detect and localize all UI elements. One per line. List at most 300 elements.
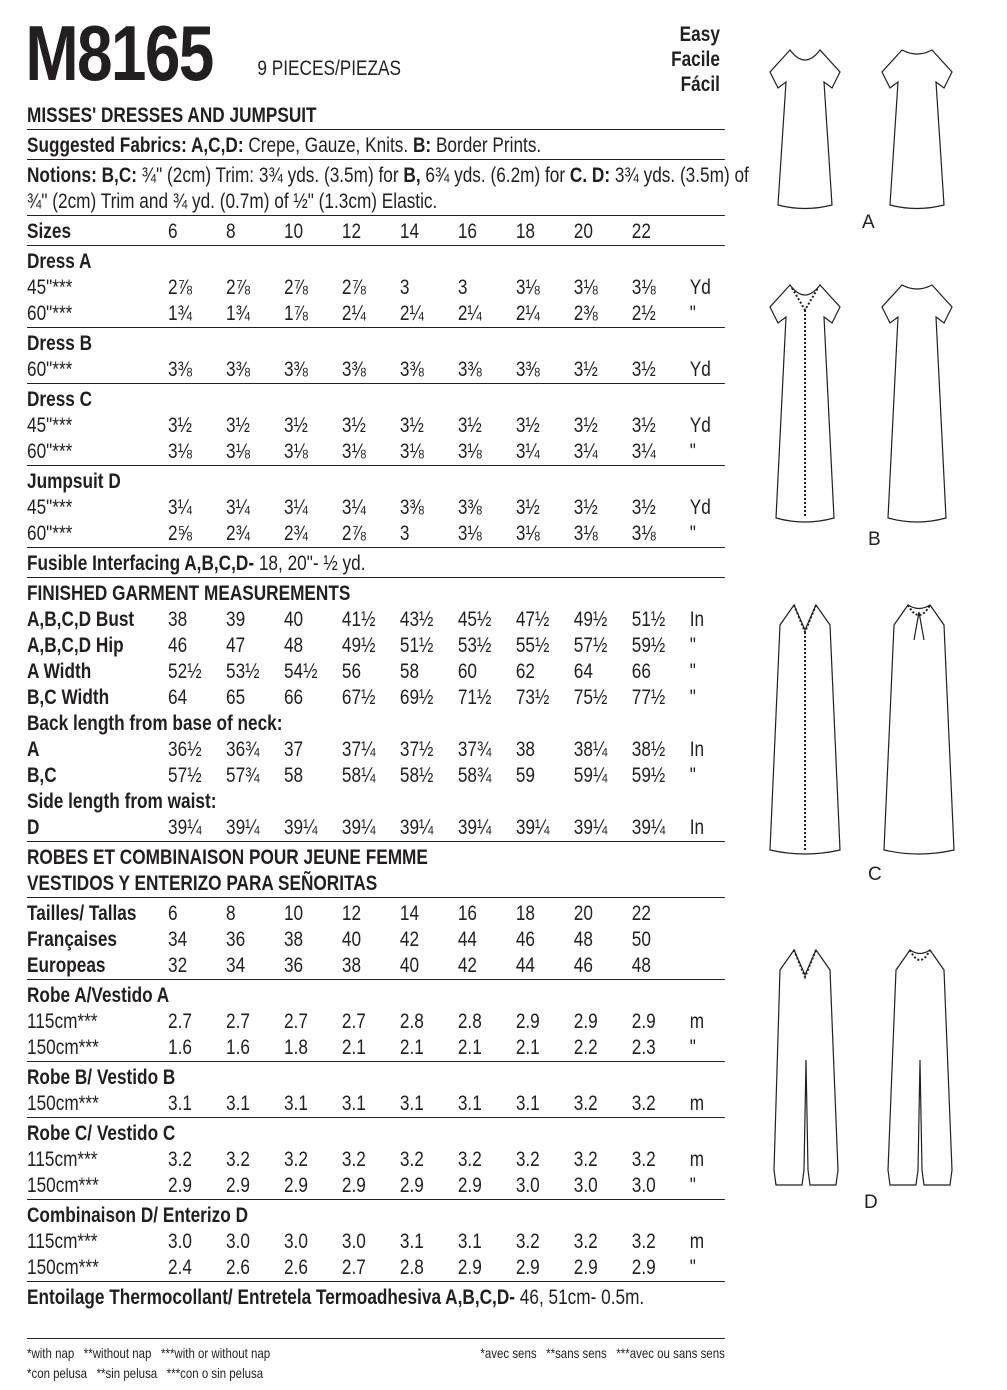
size-value: 51½	[631, 608, 666, 631]
size-value: 3.2	[573, 1230, 598, 1253]
size-value: 39¼	[573, 816, 608, 839]
row-label: 150cm***	[27, 1036, 99, 1059]
chart-section	[27, 1200, 725, 1282]
size-value: 39¼	[283, 816, 318, 839]
size-value: 2.4	[168, 1256, 192, 1279]
size-value: 3⅜	[283, 358, 308, 381]
size-value: 3½	[573, 358, 598, 381]
size-value: 16	[457, 220, 478, 243]
size-value: 38¼	[573, 738, 608, 761]
size-value: 3½	[399, 414, 424, 437]
size-value: 3.2	[573, 1092, 598, 1115]
size-value: 54½	[283, 660, 318, 683]
size-value: 36	[226, 928, 246, 951]
size-value: 3.2	[631, 1092, 656, 1115]
unit: "	[689, 522, 696, 545]
row-label: 45"***	[27, 496, 73, 519]
chart-row	[27, 1173, 725, 1199]
chart-section	[27, 980, 725, 1062]
size-value: 20	[573, 220, 593, 243]
size-value: 58½	[399, 764, 434, 787]
size-value: 2.9	[515, 1256, 540, 1279]
size-value: 64	[168, 686, 188, 709]
size-value: 2.7	[283, 1010, 308, 1033]
size-value: 67½	[341, 686, 376, 709]
size-value: 69½	[399, 686, 434, 709]
size-value: 75½	[573, 686, 608, 709]
chart-row	[27, 633, 725, 659]
size-value: 2.8	[457, 1010, 482, 1033]
size-value: 2⅞	[283, 276, 308, 299]
size-value: 2.1	[341, 1036, 366, 1059]
size-value: 50	[631, 928, 651, 951]
size-value: 3⅜	[399, 496, 424, 519]
chart-section	[27, 246, 725, 328]
size-value: 6	[168, 902, 178, 925]
size-value: 2.9	[515, 1010, 540, 1033]
section-heading	[27, 711, 725, 737]
size-value: 3.1	[168, 1092, 192, 1115]
size-value: 2.9	[631, 1010, 656, 1033]
chart-section	[27, 216, 725, 246]
size-value: 1¾	[168, 302, 192, 325]
size-value: 1¾	[226, 302, 250, 325]
heading-text: FINISHED GARMENT MEASUREMENTS	[27, 582, 351, 605]
chart-section	[27, 1062, 725, 1118]
size-value: 48	[573, 928, 593, 951]
unit: "	[689, 660, 696, 683]
size-value: 38	[168, 608, 188, 631]
size-value: 3¼	[168, 496, 192, 519]
section-heading	[27, 249, 725, 275]
chart-row	[27, 607, 725, 633]
unit: In	[689, 608, 705, 631]
size-value: 3.1	[399, 1092, 424, 1115]
text-segment: Crepe, Gauze, Knits.	[243, 134, 413, 157]
size-value: 3.0	[168, 1230, 192, 1253]
size-value: 3¼	[226, 496, 250, 519]
size-value: 46	[573, 954, 593, 977]
size-value: 58	[399, 660, 420, 683]
size-value: 2.9	[457, 1256, 482, 1279]
chart-section	[27, 548, 725, 578]
chart-row	[27, 413, 725, 439]
size-value: 3⅜	[515, 358, 540, 381]
size-value: 3½	[631, 358, 656, 381]
size-value: 2.6	[226, 1256, 250, 1279]
size-value: 14	[399, 902, 420, 925]
unit: "	[689, 1174, 696, 1197]
unit: m	[689, 1148, 705, 1171]
size-value: 3⅛	[457, 440, 482, 463]
chart-row	[27, 1147, 725, 1173]
heading-text: Back length from base of neck:	[27, 712, 283, 735]
size-value: 3⅛	[573, 276, 598, 299]
footnote-spanish: *con pelusa **sin pelusa ***con o sin pelusa	[27, 1365, 264, 1381]
unit: m	[689, 1010, 705, 1033]
size-value: 3¼	[341, 496, 366, 519]
size-value: 3.1	[457, 1092, 482, 1115]
view-label-c: C	[868, 864, 882, 885]
size-value: 2.9	[226, 1174, 250, 1197]
text-segment: ¾" (2cm) Trim and ¾ yd. (0.7m) of ½" (1.3cm) Elastic.	[27, 190, 438, 213]
size-value: 20	[573, 902, 593, 925]
heading-text: Robe C/ Vestido C	[27, 1122, 176, 1145]
size-value: 3.2	[573, 1148, 598, 1171]
size-value: 3.2	[515, 1148, 540, 1171]
chart-row	[27, 1009, 725, 1035]
chart-row	[27, 1091, 725, 1117]
size-value: 3	[457, 276, 468, 299]
size-value: 37¼	[341, 738, 376, 761]
text-segment: Suggested Fabrics: A,C,D:	[27, 134, 244, 157]
text-segment: Entoilage Thermocollant/ Entretela Termoadhesiva A,B,C,D-	[27, 1286, 516, 1309]
section-heading	[27, 387, 725, 413]
size-value: 18	[515, 902, 535, 925]
row-label: A Width	[27, 660, 92, 683]
row-label: A	[27, 738, 40, 761]
difficulty-fr: Facile	[671, 48, 720, 71]
size-value: 3.1	[283, 1092, 308, 1115]
size-value: 51½	[399, 634, 434, 657]
size-value: 3¼	[573, 440, 598, 463]
size-value: 64	[573, 660, 593, 683]
heading-text: Dress B	[27, 332, 93, 355]
section-heading	[27, 581, 725, 607]
size-value: 39¼	[399, 816, 434, 839]
size-value: 39	[226, 608, 246, 631]
size-value: 3½	[515, 496, 540, 519]
pattern-info-column	[25, 0, 749, 1383]
text-segment: 18, 20"- ½ yd.	[254, 552, 366, 575]
row-label: 150cm***	[27, 1256, 99, 1279]
size-value: 3½	[168, 414, 192, 437]
text-segment: ¾" (2cm) Trim: 3¾ yds. (3.5m) for	[137, 164, 404, 187]
size-value: 2.7	[341, 1010, 366, 1033]
heading-text: Side length from waist:	[27, 790, 217, 813]
size-value: 53½	[457, 634, 492, 657]
size-value: 40	[399, 954, 420, 977]
size-value: 2.8	[399, 1256, 424, 1279]
size-value: 2.6	[283, 1256, 308, 1279]
section-heading	[27, 983, 725, 1009]
size-value: 1.8	[283, 1036, 308, 1059]
size-value: 3.1	[226, 1092, 250, 1115]
section-heading	[27, 871, 725, 897]
size-value: 2.7	[341, 1256, 366, 1279]
size-value: 2⅜	[573, 302, 598, 325]
size-value: 3½	[226, 414, 250, 437]
size-value: 3.1	[457, 1230, 482, 1253]
size-value: 3⅛	[341, 440, 366, 463]
size-value: 2.9	[631, 1256, 656, 1279]
size-value: 1⅞	[283, 302, 308, 325]
size-value: 48	[631, 954, 651, 977]
size-value: 6	[168, 220, 178, 243]
chart-row	[27, 521, 725, 547]
size-value: 39¼	[631, 816, 666, 839]
size-value: 3.0	[341, 1230, 366, 1253]
size-value: 3.2	[515, 1230, 540, 1253]
row-label: Françaises	[27, 928, 117, 951]
chart-section	[27, 328, 725, 384]
row-label: D	[27, 816, 40, 839]
size-value: 2.1	[399, 1036, 424, 1059]
size-value: 2.9	[168, 1174, 192, 1197]
section-heading	[27, 103, 725, 129]
size-value: 2.9	[341, 1174, 366, 1197]
size-value: 3.2	[283, 1148, 308, 1171]
size-value: 3½	[631, 414, 656, 437]
size-value: 3⅛	[168, 440, 192, 463]
size-value: 3⅜	[457, 358, 482, 381]
size-value: 39¼	[515, 816, 550, 839]
size-value: 10	[283, 902, 304, 925]
unit: "	[689, 1036, 696, 1059]
chart-row	[27, 133, 725, 159]
chart-row	[27, 1285, 725, 1311]
chart-section	[27, 466, 725, 548]
size-value: 60	[457, 660, 478, 683]
size-value: 2.9	[573, 1256, 598, 1279]
view-label-b: B	[868, 529, 881, 550]
row-label: 150cm***	[27, 1092, 99, 1115]
row-label: 115cm***	[27, 1230, 98, 1253]
row-label: 60"***	[27, 358, 73, 381]
size-value: 3½	[631, 496, 656, 519]
chart-section	[27, 1118, 725, 1200]
unit: In	[689, 816, 705, 839]
size-value: 2¾	[283, 522, 308, 545]
unit: "	[689, 764, 696, 787]
size-value: 58¼	[341, 764, 376, 787]
size-value: 2¼	[515, 302, 540, 325]
size-value: 22	[631, 902, 651, 925]
size-value: 3¼	[283, 496, 308, 519]
size-value: 1.6	[226, 1036, 250, 1059]
section-heading	[27, 845, 725, 871]
size-value: 3⅛	[631, 522, 656, 545]
size-value: 2.9	[573, 1010, 598, 1033]
size-value: 62	[515, 660, 535, 683]
size-value: 2.2	[573, 1036, 598, 1059]
size-value: 59	[515, 764, 535, 787]
size-value: 40	[341, 928, 362, 951]
size-value: 40	[283, 608, 304, 631]
garment-sketches	[750, 0, 1007, 1390]
size-value: 45½	[457, 608, 492, 631]
size-value: 3½	[573, 496, 598, 519]
size-value: 3¼	[515, 440, 540, 463]
size-value: 59¼	[573, 764, 608, 787]
size-value: 37¾	[457, 738, 492, 761]
chart-section	[27, 842, 725, 898]
size-value: 2⅞	[168, 276, 192, 299]
size-value: 3⅜	[341, 358, 366, 381]
size-value: 65	[226, 686, 246, 709]
size-value: 8	[226, 220, 236, 243]
size-value: 3.0	[573, 1174, 598, 1197]
size-value: 36¾	[226, 738, 260, 761]
unit: In	[689, 738, 705, 761]
section-heading	[27, 1203, 725, 1229]
unit: Yd	[689, 496, 711, 519]
chart-row	[27, 439, 725, 465]
unit: "	[689, 686, 696, 709]
size-value: 3⅜	[168, 358, 192, 381]
row-label: A,B,C,D Bust	[27, 608, 135, 631]
size-value: 12	[341, 220, 362, 243]
unit: Yd	[689, 276, 711, 299]
row-label: B,C Width	[27, 686, 110, 709]
heading-text: ROBES ET COMBINAISON POUR JEUNE FEMME	[27, 846, 428, 869]
size-value: 3.2	[457, 1148, 482, 1171]
size-value: 3⅛	[283, 440, 308, 463]
heading-text: Combinaison D/ Enterizo D	[27, 1204, 249, 1227]
text-segment: Border Prints.	[431, 134, 542, 157]
chart-row	[27, 357, 725, 383]
size-value: 52½	[168, 660, 202, 683]
size-value: 2¾	[226, 522, 250, 545]
size-value: 2.9	[457, 1174, 482, 1197]
size-value: 58¾	[457, 764, 492, 787]
section-heading	[27, 789, 725, 815]
chart-row	[27, 815, 725, 841]
size-value: 37½	[399, 738, 434, 761]
section-heading	[27, 1121, 725, 1147]
size-value: 36½	[168, 738, 202, 761]
chart-row	[27, 901, 725, 927]
text-segment: 46, 51cm- 0.5m.	[515, 1286, 645, 1309]
heading-text: Robe B/ Vestido B	[27, 1066, 176, 1089]
unit: Yd	[689, 414, 711, 437]
text-segment: 6¾ yds. (6.2m) for	[420, 164, 570, 187]
text-segment: B,	[403, 164, 421, 187]
chart-row	[27, 495, 725, 521]
chart-row	[27, 1035, 725, 1061]
size-value: 73½	[515, 686, 550, 709]
heading-text: Dress C	[27, 388, 93, 411]
size-value: 34	[226, 954, 246, 977]
size-value: 3⅛	[573, 522, 598, 545]
size-value: 3.2	[399, 1148, 424, 1171]
heading-text: Robe A/Vestido A	[27, 984, 170, 1007]
size-value: 3⅛	[226, 440, 250, 463]
row-label: 45"***	[27, 276, 73, 299]
size-value: 3.2	[631, 1230, 656, 1253]
size-value: 57½	[168, 764, 202, 787]
size-value: 38	[341, 954, 362, 977]
size-value: 2¼	[399, 302, 424, 325]
size-value: 3.1	[341, 1092, 366, 1115]
size-value: 36	[283, 954, 304, 977]
unit: Yd	[689, 358, 711, 381]
chart-row	[27, 163, 749, 189]
size-value: 39¼	[168, 816, 202, 839]
unit: "	[689, 302, 696, 325]
size-value: 3⅛	[631, 276, 656, 299]
size-value: 3⅛	[515, 276, 540, 299]
chart-row	[27, 1255, 725, 1281]
header	[27, 0, 725, 100]
view-label-a: A	[862, 212, 875, 233]
size-value: 3⅜	[226, 358, 250, 381]
size-value: 34	[168, 928, 188, 951]
size-value: 2¼	[457, 302, 482, 325]
size-value: 2.9	[399, 1174, 424, 1197]
size-value: 3.2	[341, 1148, 366, 1171]
size-value: 8	[226, 902, 236, 925]
text-segment: C. D:	[569, 164, 611, 187]
size-value: 39¼	[226, 816, 260, 839]
footnote-french: *avec sens **sans sens ***avec ou sans sens	[480, 1345, 725, 1361]
size-value: 42	[457, 954, 478, 977]
size-value: 56	[341, 660, 362, 683]
size-value: 38	[515, 738, 535, 761]
size-value: 42	[399, 928, 420, 951]
row-label: 150cm***	[27, 1174, 99, 1197]
size-value: 3½	[341, 414, 366, 437]
row-label: A,B,C,D Hip	[27, 634, 124, 657]
chart-row	[27, 737, 725, 763]
size-value: 3.0	[631, 1174, 656, 1197]
row-label: Tailles/ Tallas	[27, 902, 137, 925]
unit: "	[689, 440, 696, 463]
text-segment: Notions: B,C:	[27, 164, 138, 187]
size-value: 66	[631, 660, 651, 683]
size-value: 49½	[341, 634, 376, 657]
chart-section	[27, 384, 725, 466]
view-label-d: D	[864, 1192, 878, 1213]
row-label: Europeas	[27, 954, 106, 977]
row-label: 115cm***	[27, 1010, 98, 1033]
size-value: 3½	[573, 414, 598, 437]
size-value: 2.7	[168, 1010, 192, 1033]
size-value: 46	[168, 634, 188, 657]
size-value: 2⅞	[341, 522, 366, 545]
size-value: 66	[283, 686, 304, 709]
size-value: 3	[399, 522, 410, 545]
size-value: 3¼	[631, 440, 656, 463]
size-value: 59½	[631, 764, 666, 787]
size-value: 3.0	[283, 1230, 308, 1253]
size-value: 77½	[631, 686, 666, 709]
size-value: 46	[515, 928, 535, 951]
size-value: 44	[515, 954, 535, 977]
dress-a-sketch	[770, 50, 952, 233]
chart-row	[27, 301, 725, 327]
row-label: 60"***	[27, 302, 73, 325]
size-value: 14	[399, 220, 420, 243]
size-value: 3.1	[399, 1230, 424, 1253]
row-label: 60"***	[27, 522, 73, 545]
size-value: 3.1	[515, 1092, 540, 1115]
size-value: 3.2	[226, 1148, 250, 1171]
chart-row	[27, 189, 725, 215]
pattern-number: M8165	[25, 9, 213, 97]
heading-text: Dress A	[27, 250, 92, 273]
chart-row	[27, 219, 725, 245]
size-value: 3.0	[515, 1174, 540, 1197]
chart-row	[27, 685, 725, 711]
difficulty-es: Fácil	[680, 73, 720, 96]
size-value: 3⅛	[457, 522, 482, 545]
size-value: 37	[283, 738, 304, 761]
size-value: 2.9	[283, 1174, 308, 1197]
size-value: 2⅞	[341, 276, 366, 299]
dress-c-sketch	[770, 605, 954, 885]
chart-section	[27, 100, 725, 130]
